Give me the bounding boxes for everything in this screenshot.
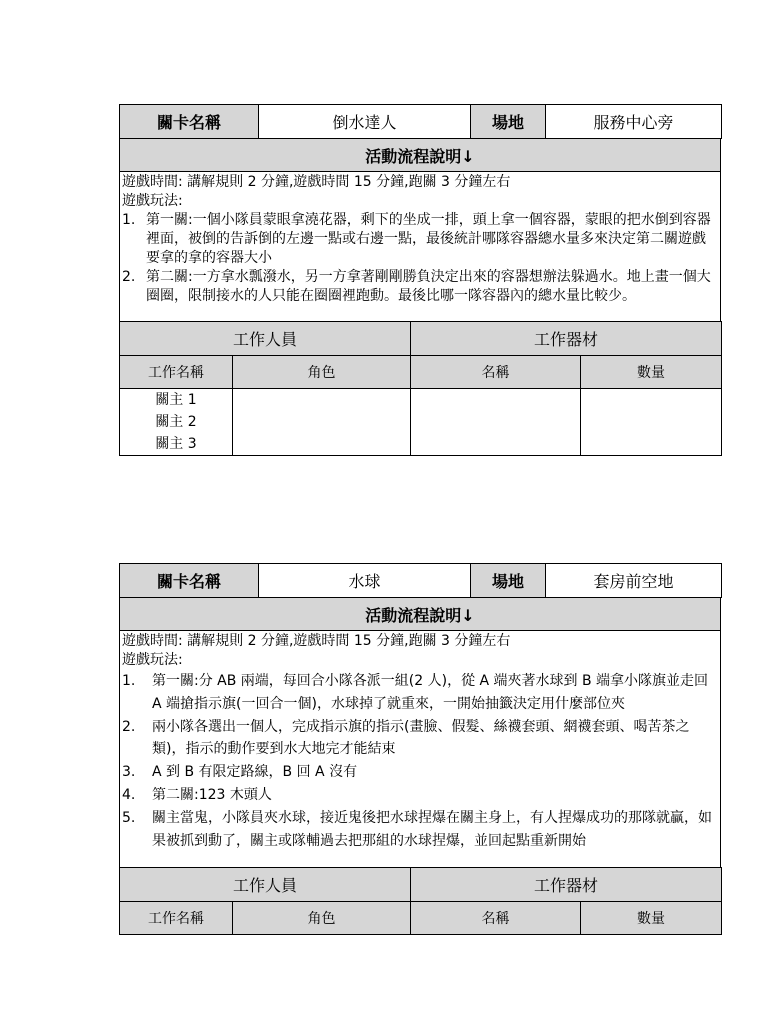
role-cell (233, 389, 411, 456)
step-text: 兩小隊各選出一個人，完成指示旗的指示(畫臉、假髮、絲襪套頭、網襪套頭、喝苦茶之類)，指示的動作要到水大地完才能結束 (152, 718, 690, 758)
time-line: 遊戲時間: 講解規則 2 分鐘,遊戲時間 15 分鐘,跑關 3 分鐘左右 (122, 633, 511, 649)
rules-label: 遊戲玩法: (122, 193, 183, 209)
stage-name-label: 關卡名稱 (120, 105, 259, 139)
flow-title: 活動流程說明↓ (120, 139, 721, 172)
steps-list (122, 211, 718, 306)
time-line: 遊戲時間: 講解規則 2 分鐘,遊戲時間 15 分鐘,跑關 3 分鐘左右 (122, 174, 511, 190)
stage-card-1 (119, 104, 721, 456)
list-item (122, 211, 718, 268)
flow-table (119, 597, 721, 868)
stage-card-2 (119, 563, 721, 935)
steps-list (122, 670, 718, 852)
rules-label: 遊戲玩法: (122, 652, 183, 668)
col-role: 角色 (233, 356, 411, 389)
step-text: 第一關:一個小隊員蒙眼拿澆花器，剩下的坐成一排，頭上拿一個容器，蒙眼的把水倒到容器裡面，被倒的告訴倒的左邊一點或右邊一點，最後統計哪隊容器總水量多來決定第二關遊戲要拿的拿的容器大小 (146, 212, 711, 266)
flow-table (119, 138, 721, 322)
list-item (122, 268, 718, 306)
col-job-name: 工作名稱 (120, 902, 233, 935)
col-quantity: 數量 (581, 356, 722, 389)
staff-label: 工作人員 (120, 322, 411, 356)
list-item (122, 670, 718, 716)
table-row: 關主 1 (155, 392, 197, 408)
step-number: 2. (122, 269, 136, 285)
flow-description (120, 631, 721, 868)
stage-header-table (119, 563, 722, 598)
staff-list (120, 389, 233, 456)
step-text: 第一關:分 AB 兩端，每回合小隊各派一組(2 人)，從 A 端夾著水球到 B 端拿小隊旗並走回 A 端搶指示旗(一回合一個)，水球掉了就重來，一開始抽籤決定用什麼部位夾 (152, 673, 709, 712)
step-number: 1. (122, 212, 136, 228)
col-item-name: 名稱 (411, 902, 581, 935)
venue-value: 服務中心旁 (546, 105, 722, 139)
col-quantity: 數量 (581, 902, 722, 935)
list-item (122, 807, 718, 853)
step-number: 3. (122, 764, 136, 781)
step-text: 第二關:一方拿水瓢潑水，另一方拿著剛剛勝負決定出來的容器想辦法躲過水。地上畫一個大圈圈，限制接水的人只能在圈圈裡跑動。最後比哪一隊容器內的總水量比較少。 (146, 269, 711, 304)
item-name-cell (411, 389, 581, 456)
step-number: 2. (122, 718, 136, 735)
stage-header-table (119, 104, 722, 139)
table-row: 關主 3 (155, 436, 197, 452)
col-item-name: 名稱 (411, 356, 581, 389)
col-role: 角色 (233, 902, 411, 935)
step-number: 4. (122, 786, 136, 803)
step-text: A 到 B 有限定路線，B 回 A 沒有 (152, 764, 358, 781)
list-item (122, 761, 718, 784)
venue-label: 場地 (471, 105, 546, 139)
flow-title: 活動流程說明↓ (120, 598, 721, 631)
venue-value: 套房前空地 (546, 564, 722, 598)
staff-equipment-table (119, 867, 722, 935)
col-job-name: 工作名稱 (120, 356, 233, 389)
stage-name-value: 水球 (259, 564, 471, 598)
quantity-cell (581, 389, 722, 456)
stage-name-value: 倒水達人 (259, 105, 471, 139)
flow-description (120, 172, 721, 322)
table-row: 關主 2 (155, 414, 197, 430)
staff-equipment-table (119, 321, 722, 456)
list-item (122, 716, 718, 762)
venue-label: 場地 (471, 564, 546, 598)
step-number: 5. (122, 809, 136, 826)
staff-label: 工作人員 (120, 868, 411, 902)
stage-name-label: 關卡名稱 (120, 564, 259, 598)
equipment-label: 工作器材 (411, 868, 722, 902)
step-text: 關主當鬼，小隊員夾水球，接近鬼後把水球捏爆在關主身上，有人捏爆成功的那隊就贏，如果被抓到動了，關主或隊輔過去把那組的水球捏爆，並回起點重新開始 (152, 809, 712, 849)
step-number: 1. (122, 673, 136, 689)
step-text: 第二關:123 木頭人 (152, 786, 272, 803)
list-item (122, 784, 718, 807)
equipment-label: 工作器材 (411, 322, 722, 356)
